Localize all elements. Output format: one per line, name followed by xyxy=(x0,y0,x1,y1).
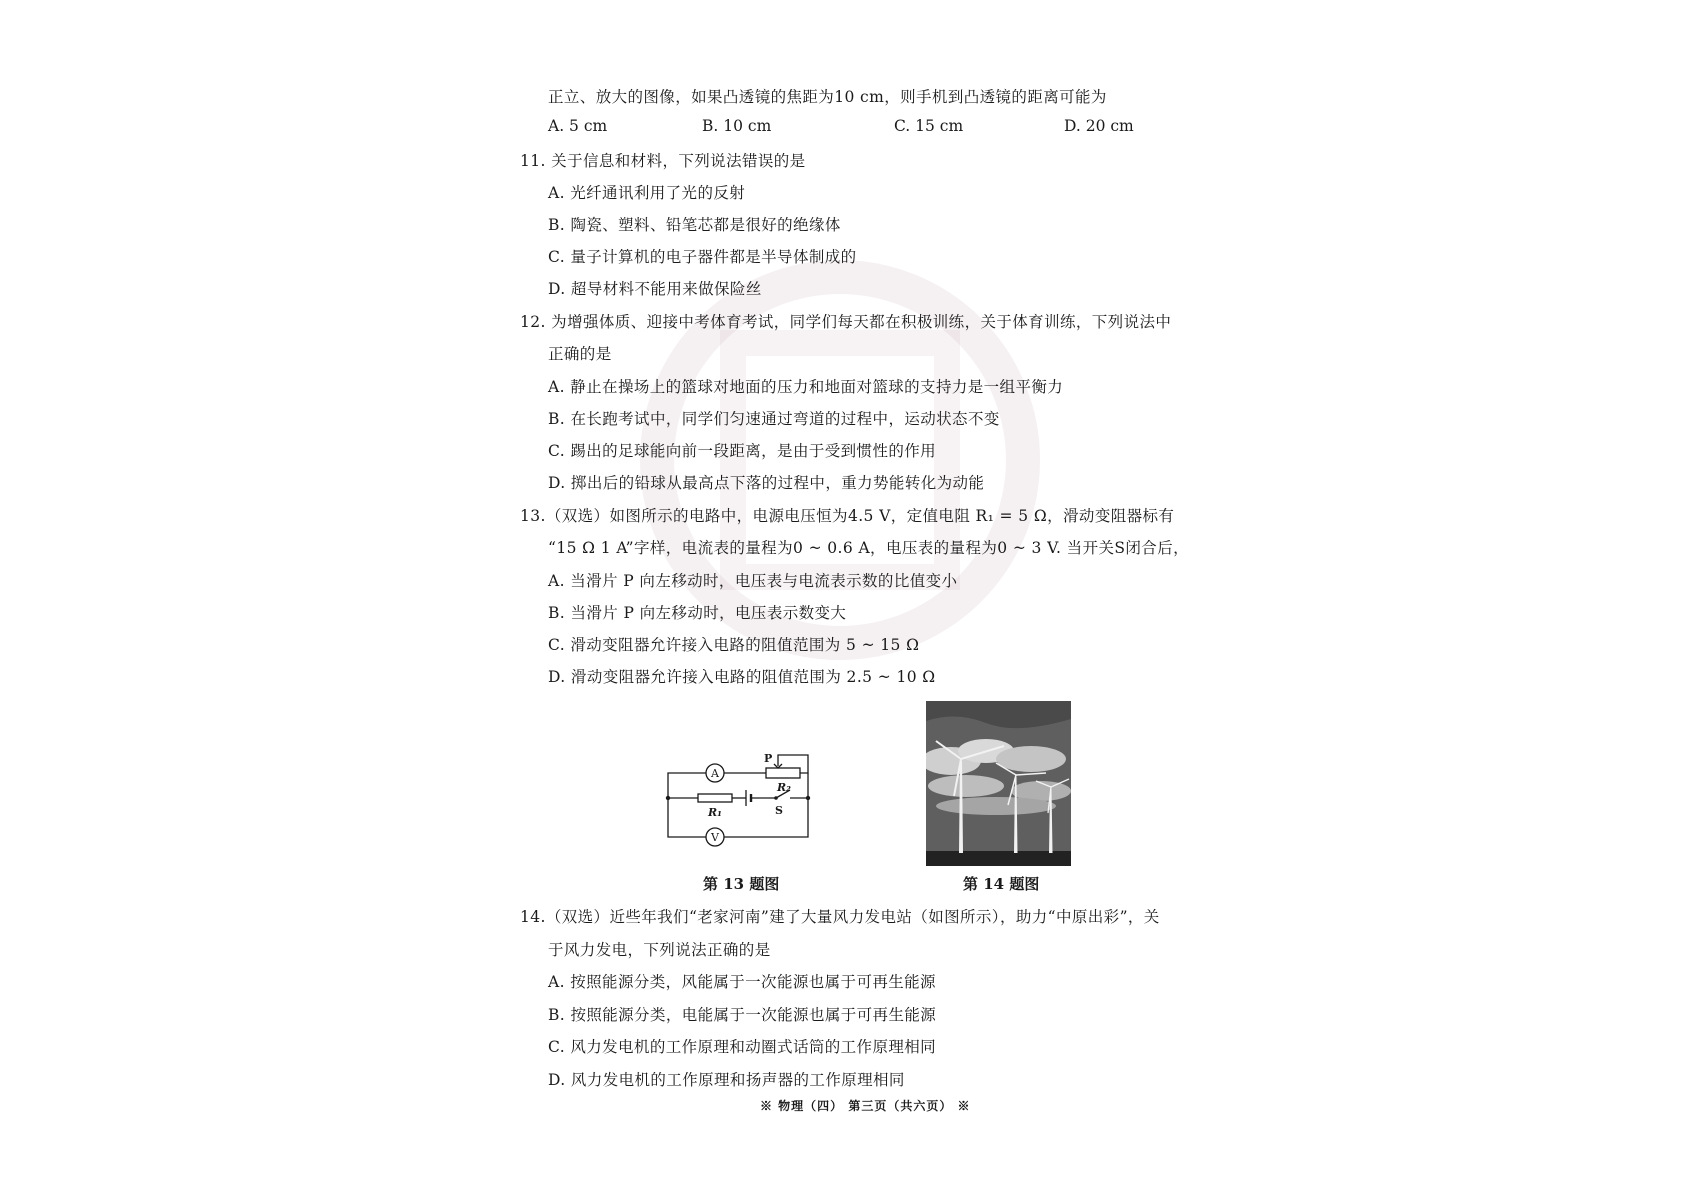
voltmeter-label: V xyxy=(711,831,719,844)
q12-option-b: B. 在长跑考试中，同学们匀速通过弯道的过程中，运动状态不变 xyxy=(548,410,1000,428)
r2-label: R₂ xyxy=(777,781,791,794)
page-footer: ※ 物理（四） 第三页（共六页） ※ xyxy=(760,1099,971,1113)
ammeter-label: A xyxy=(711,767,719,780)
q12-option-a: A. 静止在操场上的篮球对地面的压力和地面对篮球的支持力是一组平衡力 xyxy=(548,378,1064,396)
q10-option-c: C. 15 cm xyxy=(894,117,964,135)
rheostat-r2 xyxy=(766,768,800,778)
figure13-caption: 第 13 题图 xyxy=(703,875,780,893)
q10-option-d: D. 20 cm xyxy=(1064,117,1134,135)
q13-stem-line1: 13.（双选）如图所示的电路中，电源电压恒为4.5 V，定值电阻 R₁ = 5 Ω，滑动变阻器标有 xyxy=(520,507,1175,525)
r1-label: R₁ xyxy=(708,806,722,819)
q13-stem-line2: “15 Ω 1 A”字样，电流表的量程为0 ~ 0.6 A，电压表的量程为0 ~ 3 V. 当开关S闭合后， xyxy=(548,539,1190,557)
q13-option-c: C. 滑动变阻器允许接入电路的阻值范围为 5 ~ 15 Ω xyxy=(548,636,920,654)
q11-stem: 11. 关于信息和材料，下列说法错误的是 xyxy=(520,152,806,170)
slider-wire xyxy=(778,755,808,773)
q10-stem-continued: 正立、放大的图像，如果凸透镜的焦距为10 cm，则手机到凸透镜的距离可能为 xyxy=(548,88,1107,106)
q10-option-b: B. 10 cm xyxy=(702,117,772,135)
node-left xyxy=(666,796,670,800)
figure14-caption: 第 14 题图 xyxy=(963,875,1040,893)
q11-option-d: D. 超导材料不能用来做保险丝 xyxy=(548,280,762,298)
q13-option-d: D. 滑动变阻器允许接入电路的阻值范围为 2.5 ~ 10 Ω xyxy=(548,668,936,686)
q12-option-d: D. 掷出后的铅球从最高点下落的过程中，重力势能转化为动能 xyxy=(548,474,985,492)
q10-options xyxy=(548,117,1148,139)
q11-option-a: A. 光纤通讯利用了光的反射 xyxy=(548,184,746,202)
q14-wind-turbine-photo xyxy=(926,701,1071,866)
q14-option-c: C. 风力发电机的工作原理和动圈式话筒的工作原理相同 xyxy=(548,1038,937,1056)
switch-pivot xyxy=(774,796,778,800)
q14-stem-line2: 于风力发电，下列说法正确的是 xyxy=(548,941,771,959)
q12-option-c: C. 踢出的足球能向前一段距离，是由于受到惯性的作用 xyxy=(548,442,937,460)
q13-option-a: A. 当滑片 P 向左移动时，电压表与电流表示数的比值变小 xyxy=(548,572,958,590)
wire-bottom-left xyxy=(668,798,706,837)
resistor-r1 xyxy=(698,794,732,802)
slider-label-p: P xyxy=(764,752,773,765)
node-right xyxy=(806,796,810,800)
q14-option-a: A. 按照能源分类，风能属于一次能源也属于可再生能源 xyxy=(548,973,936,991)
q12-stem-line1: 12. 为增强体质、迎接中考体育考试，同学们每天都在积极训练，关于体育训练，下列说法中 xyxy=(520,313,1172,331)
switch-label: S xyxy=(775,804,783,817)
q11-option-b: B. 陶瓷、塑料、铅笔芯都是很好的绝缘体 xyxy=(548,216,841,234)
wire-bottom-right xyxy=(724,798,808,837)
q14-option-b: B. 按照能源分类，电能属于一次能源也属于可再生能源 xyxy=(548,1006,937,1024)
q11-option-c: C. 量子计算机的电子器件都是半导体制成的 xyxy=(548,248,857,266)
q13-option-b: B. 当滑片 P 向左移动时，电压表示数变大 xyxy=(548,604,847,622)
q14-option-d: D. 风力发电机的工作原理和扬声器的工作原理相同 xyxy=(548,1071,905,1089)
q10-option-a: A. 5 cm xyxy=(548,117,608,135)
q12-stem-line2: 正确的是 xyxy=(548,345,612,363)
q13-circuit-diagram xyxy=(650,750,820,860)
q14-stem-line1: 14.（双选）近些年我们“老家河南”建了大量风力发电站（如图所示），助力“中原出彩”，关 xyxy=(520,908,1160,926)
